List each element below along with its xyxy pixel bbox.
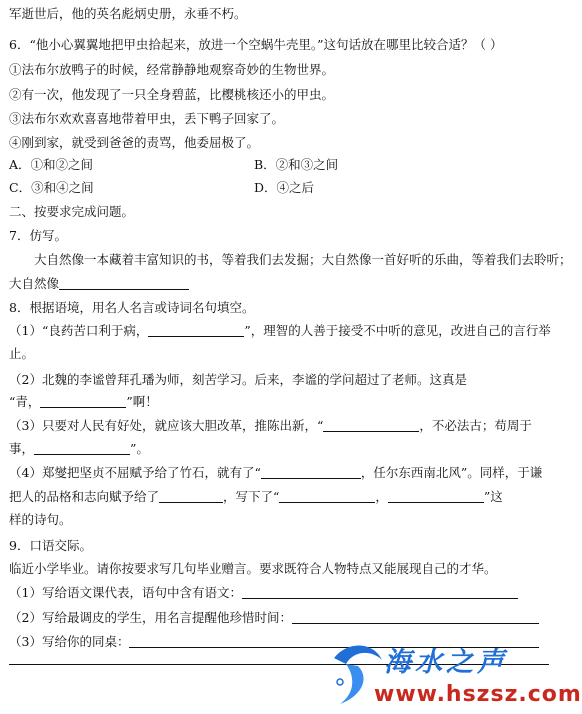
q9-item-1: （1）写给语文课代表，语句中含有语文：: [9, 585, 518, 601]
q6-option-d: D．④之后: [254, 180, 315, 195]
watermark-name: 海水之声: [384, 647, 508, 678]
answer-blank[interactable]: [242, 585, 518, 599]
q8-item-4-cont: 把人的品格和志向赋予给了 ，写下了“ ， ”这: [9, 489, 503, 504]
q6-option-a: A．①和②之间: [9, 157, 94, 172]
question-8: 8．根据语境，用名人名言或诗词名句填空。: [9, 300, 255, 315]
q6-sentence-2: ②有一次，他发现了一只全身碧蓝，比樱桃核还小的甲虫。: [9, 87, 335, 102]
q6-sentence-3: ③法布尔欢欢喜喜地带着甲虫，丢下鸭子回家了。: [9, 111, 285, 126]
text-line: 军逝世后，他的英名彪炳史册，永垂不朽。: [9, 6, 247, 21]
watermark: [328, 638, 582, 714]
q7-prompt: 大自然像: [9, 276, 60, 291]
q6-option-b: B．②和③之间: [254, 157, 339, 172]
q9-item-3: （3）写给你的同桌：: [9, 634, 539, 650]
q8-item-2: （2）北魏的李谧曾拜孔璠为师，刻苦学习。后来，李谧的学问超过了老师。这真是: [9, 372, 467, 387]
q9-instructions: 临近小学毕业。请你按要求写几句毕业赠言。要求既符合人物特点又能展现自己的才华。: [9, 561, 497, 576]
question-9: 9．口语交际。: [9, 538, 92, 553]
q8-item-4-end: 样的诗句。: [9, 512, 72, 527]
q9-item-2: （2）写给最调皮的学生，用名言提醒他珍惜时间：: [9, 610, 539, 626]
answer-blank[interactable]: [148, 323, 244, 337]
q6-option-c: C．③和④之间: [9, 180, 94, 195]
q8-item-1: （1）“良药苦口利于病， ”，理智的人善于接受不中听的意见，改进自己的言行举: [9, 323, 551, 338]
q8-item-4: （4）郑燮把坚贞不屈赋予给了竹石，就有了“ ，任尔东西南北风”。同样，于谦: [9, 465, 543, 480]
section-heading: 二、按要求完成问题。: [9, 204, 135, 219]
answer-blank[interactable]: [159, 489, 223, 503]
q8-item-1-cont: 止。: [9, 346, 35, 361]
answer-blank[interactable]: [279, 489, 375, 503]
question-6: 6．“他小心翼翼地把甲虫拾起来，放进一个空蜗牛壳里。”这句话放在哪里比较合适？（ ）: [9, 37, 503, 52]
q8-item-3: （3）只要对人民有好处，就应该大胆改革，推陈出新，“ ，不必法古；苟周于: [9, 418, 532, 433]
q6-sentence-4: ④刚到家，就受到爸爸的责骂，他委屈极了。: [9, 135, 260, 150]
q7-example: 大自然像一本藏着丰富知识的书，等着我们去发掘；大自然像一首好听的乐曲，等着我们去聆听；: [34, 252, 572, 267]
watermark-url: www.hszsz.com: [374, 682, 582, 707]
answer-blank[interactable]: [292, 610, 539, 624]
answer-blank[interactable]: [323, 418, 419, 432]
q7-answer-line: [9, 276, 189, 292]
answer-blank[interactable]: [59, 276, 189, 290]
answer-blank[interactable]: [40, 394, 126, 408]
q8-item-3-cont: 事， ”。: [9, 441, 149, 456]
q6-sentence-1: ①法布尔放鸭子的时候，经常静静地观察奇妙的生物世界。: [9, 62, 335, 77]
answer-blank[interactable]: [34, 441, 130, 455]
question-7: 7．仿写。: [9, 228, 67, 243]
answer-blank[interactable]: [261, 465, 361, 479]
q8-item-2-cont: “青， ”啊！: [9, 394, 158, 409]
answer-blank[interactable]: [388, 489, 484, 503]
